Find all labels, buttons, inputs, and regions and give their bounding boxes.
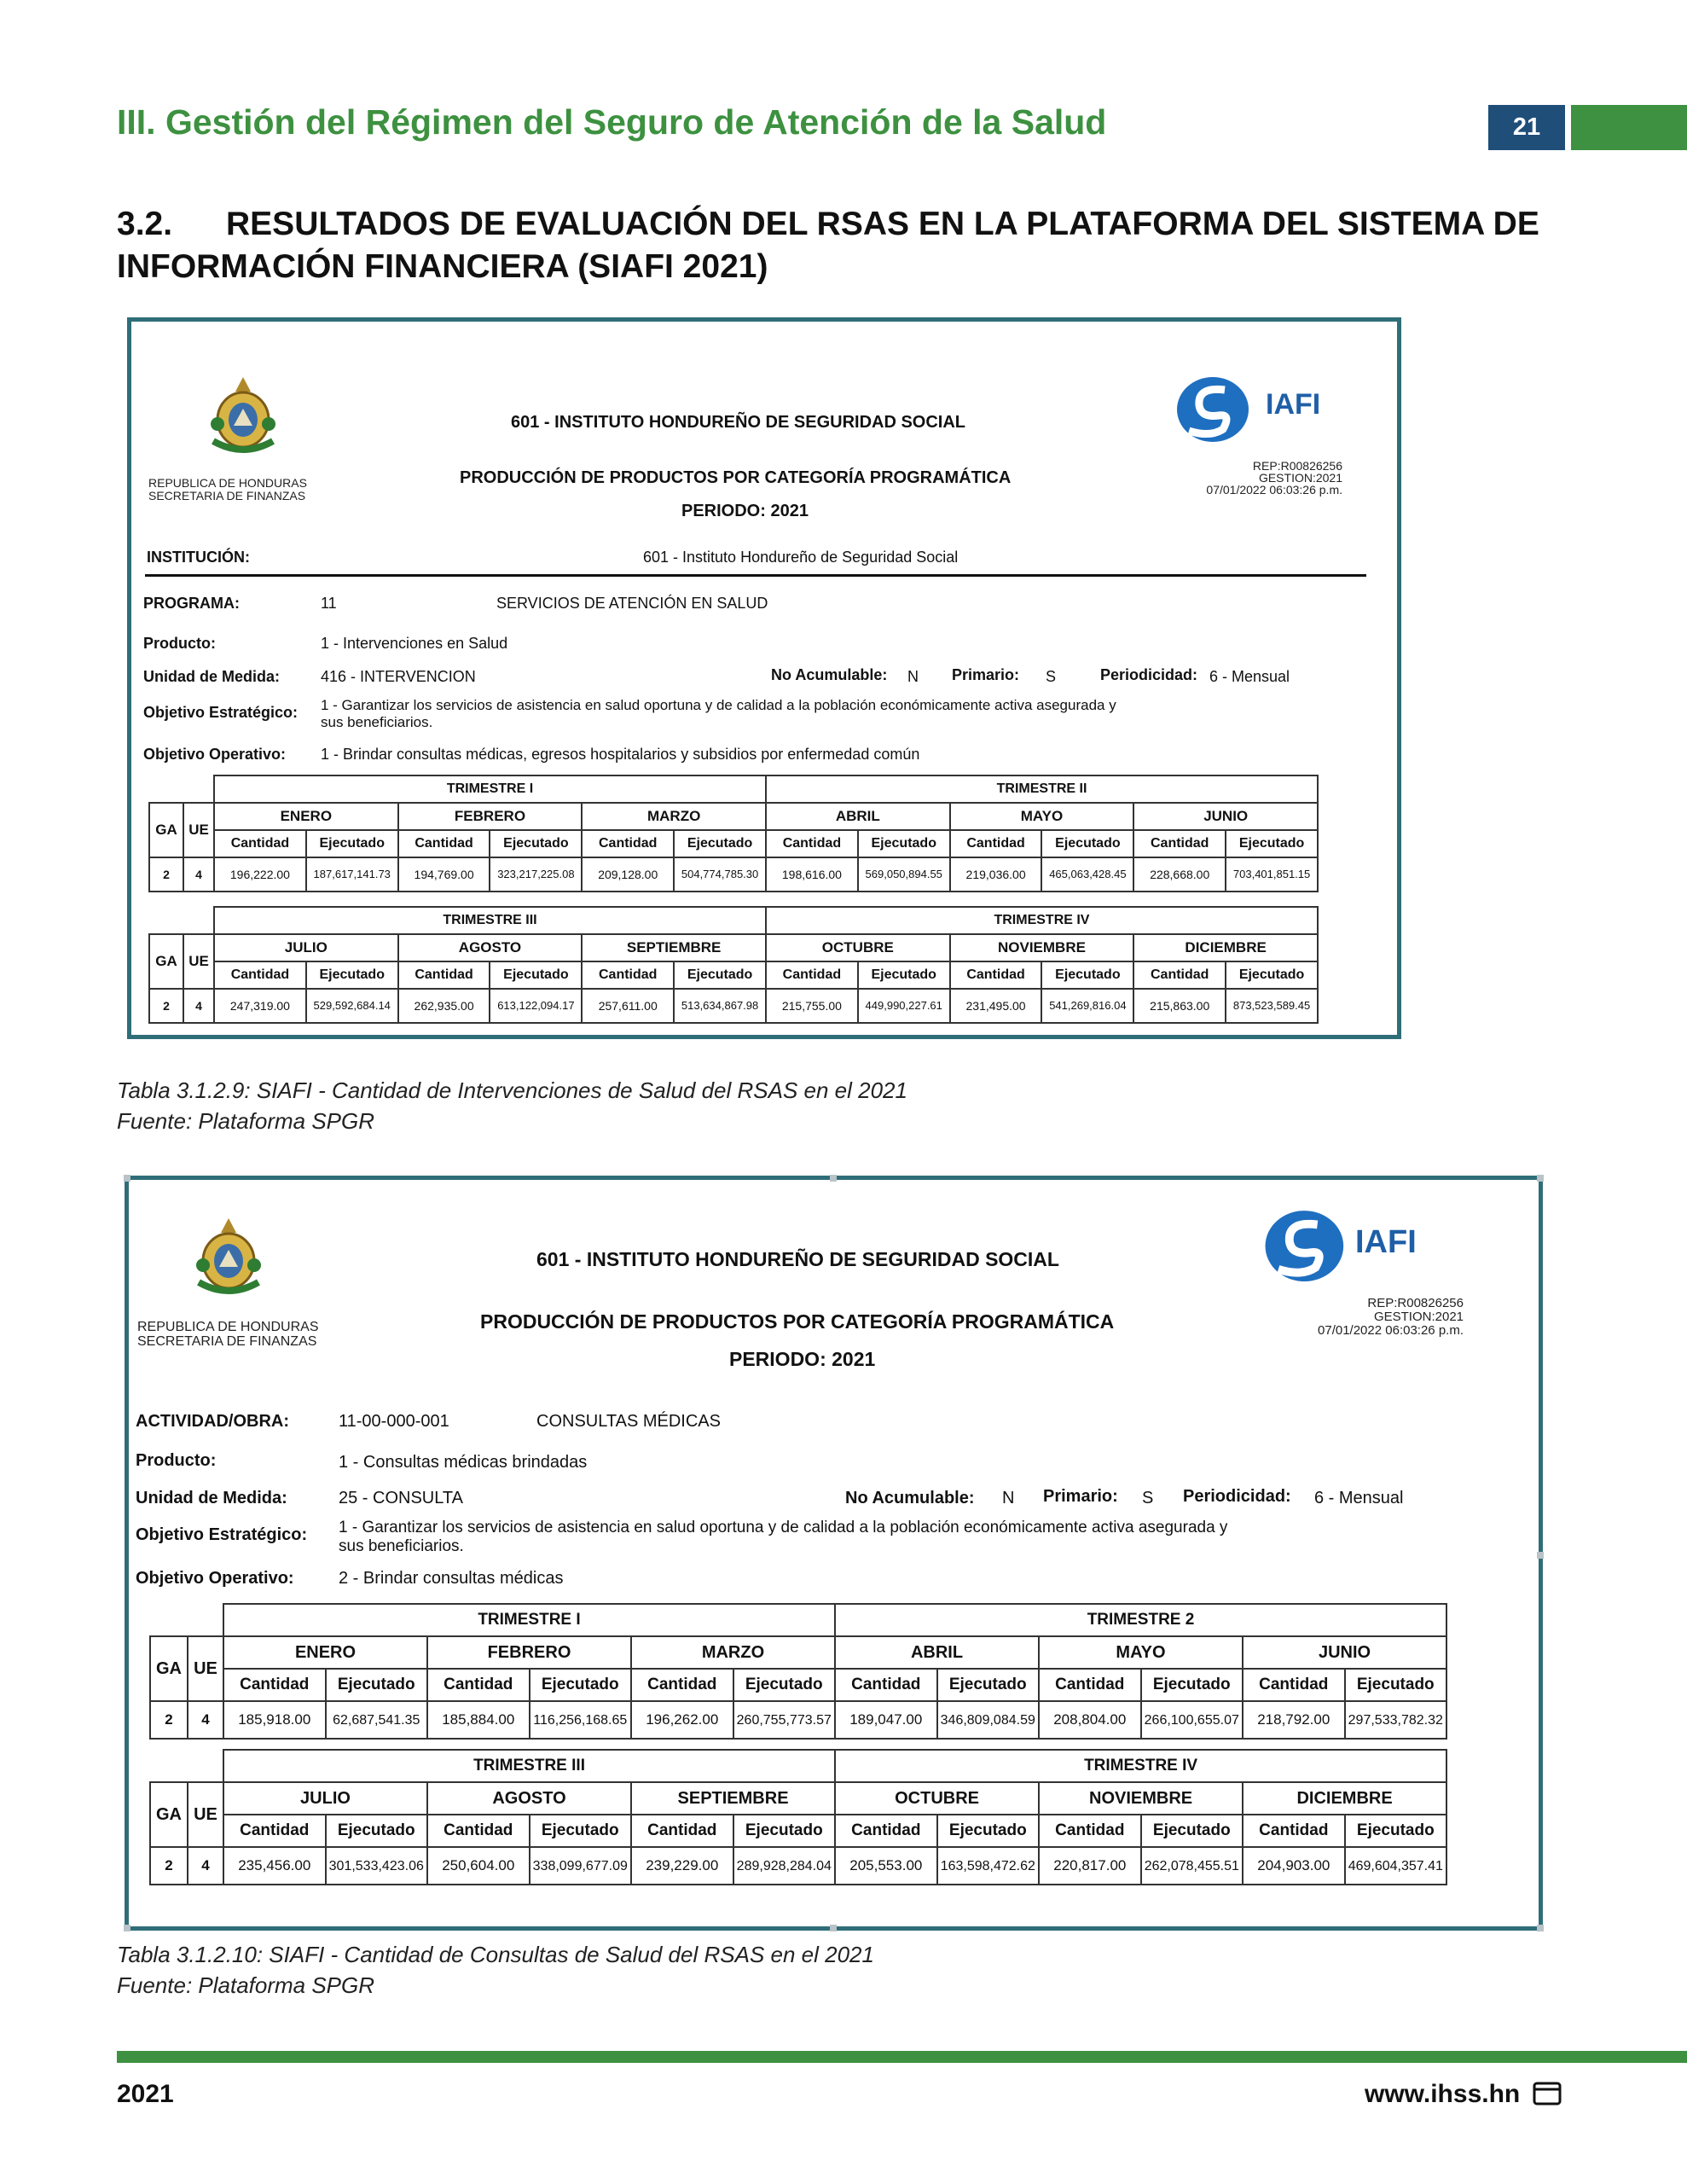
cantidad-header: Cantidad [1243,1669,1345,1701]
cantidad-value: 204,903.00 [1243,1847,1345,1885]
ejecutado-value: 346,809,084.59 [937,1701,1040,1739]
cantidad-header: Cantidad [950,830,1042,857]
objetivo-estrategico-line1: 1 - Garantizar los servicios de asistencia en salud oportuna y de calidad a la población económicamente activa asegurada y [321,697,1116,713]
cantidad-header: Cantidad [631,1669,733,1701]
ejecutado-value: 163,598,472.62 [937,1847,1040,1885]
header-accent-bar [1571,105,1687,150]
cantidad-value: 208,804.00 [1039,1701,1141,1739]
ejecutado-header: Ejecutado [1141,1669,1244,1701]
ejecutado-header: Ejecutado [1226,830,1318,857]
ue-value: 4 [183,857,214,892]
caption-title: Tabla 3.1.2.10: SIAFI - Cantidad de Consultas de Salud del RSAS en el 2021 [117,1942,874,1967]
resize-handle[interactable] [1537,1552,1544,1559]
month-header: JUNIO [1133,803,1318,830]
ejecutado-header: Ejecutado [1345,1815,1447,1847]
ga-header: GA [150,1782,188,1847]
cantidad-header: Cantidad [1243,1815,1345,1847]
ejecutado-value: 116,256,168.65 [530,1701,632,1739]
month-header: NOVIEMBRE [1039,1782,1243,1815]
resize-handle[interactable] [124,1175,130,1182]
ga-header: GA [149,803,183,857]
primario-value: S [1046,668,1057,685]
gov-name-line1: REPUBLICA DE HONDURAS [137,1320,319,1334]
heading-number: 3.2. [117,206,173,242]
trimester-header: TRIMESTRE III [214,907,766,934]
ejecutado-value: 323,217,225.08 [490,857,582,892]
month-header: ABRIL [766,803,950,830]
report-period: PERIODO: 2021 [729,1348,876,1370]
gov-name-line1: REPUBLICA DE HONDURAS [148,476,307,490]
ejecutado-header: Ejecutado [306,830,398,857]
cantidad-value: 235,456.00 [223,1847,326,1885]
ejecutado-header: Ejecutado [733,1669,836,1701]
trimester-header: TRIMESTRE 2 [835,1604,1446,1636]
cantidad-value: 209,128.00 [582,857,674,892]
ejecutado-header: Ejecutado [1226,961,1318,989]
ga-value: 2 [150,1701,188,1739]
ejecutado-header: Ejecutado [1041,961,1133,989]
trimester-header: TRIMESTRE II [766,775,1318,803]
month-header: ENERO [223,1636,427,1669]
gov-name-line2: SECRETARIA DE FINANZAS [137,1334,317,1349]
periodicidad-label: Periodicidad: [1183,1487,1291,1506]
programa-value: SERVICIOS DE ATENCIÓN EN SALUD [496,595,768,612]
cantidad-header: Cantidad [835,1669,937,1701]
month-header: SEPTIEMBRE [582,934,766,961]
ejecutado-value: 262,078,455.51 [1141,1847,1244,1885]
primario-value: S [1142,1489,1154,1507]
ue-value: 4 [188,1701,223,1739]
trimester-header: TRIMESTRE I [223,1604,835,1636]
objetivo-operativo-label: Objetivo Operativo: [136,1569,294,1588]
ejecutado-value: 449,990,227.61 [858,989,950,1023]
month-header: AGOSTO [398,934,583,961]
ga-value: 2 [149,989,183,1023]
cantidad-header: Cantidad [398,830,490,857]
month-header: ENERO [214,803,398,830]
month-header: JULIO [223,1782,427,1815]
unidad-value: 416 - INTERVENCION [321,668,476,685]
cantidad-header: Cantidad [950,961,1042,989]
ejecutado-header: Ejecutado [490,830,582,857]
unidad-value: 25 - CONSULTA [339,1489,463,1507]
ejecutado-header: Ejecutado [858,961,950,989]
page-number-badge: 21 [1488,105,1565,150]
cantidad-header: Cantidad [766,961,858,989]
ejecutado-value: 873,523,589.45 [1226,989,1318,1023]
ejecutado-value: 513,634,867.98 [674,989,766,1023]
periodicidad-value: 6 - Mensual [1314,1489,1404,1507]
actividad-value: CONSULTAS MÉDICAS [536,1412,721,1431]
ejecutado-header: Ejecutado [1041,830,1133,857]
ejecutado-header: Ejecutado [733,1815,836,1847]
footer-year: 2021 [117,2080,174,2108]
ejecutado-header: Ejecutado [674,830,766,857]
producto-value: 1 - Consultas médicas brindadas [339,1453,588,1472]
ejecutado-header: Ejecutado [530,1669,632,1701]
periodicidad-label: Periodicidad: [1100,666,1198,683]
blank-cell [149,775,214,803]
month-header: SEPTIEMBRE [631,1782,835,1815]
month-header: DICIEMBRE [1133,934,1318,961]
data-table [148,906,1319,1024]
cantidad-header: Cantidad [398,961,490,989]
cantidad-header: Cantidad [766,830,858,857]
month-header: JULIO [214,934,398,961]
ue-header: UE [188,1782,223,1847]
cantidad-header: Cantidad [1133,961,1226,989]
no-acumulable-value: N [1002,1489,1015,1507]
coat-of-arms-icon [196,373,290,458]
cantidad-header: Cantidad [631,1815,733,1847]
table-caption-1 [117,1075,907,1136]
trimester-header: TRIMESTRE III [223,1750,835,1782]
ejecutado-value: 289,928,284.04 [733,1847,836,1885]
ejecutado-value: 613,122,094.17 [490,989,582,1023]
ejecutado-value: 529,592,684.14 [306,989,398,1023]
cantidad-header: Cantidad [1039,1669,1141,1701]
objetivo-operativo-value: 1 - Brindar consultas médicas, egresos hospitalarios y subsidios por enfermedad común [321,746,920,763]
ejecutado-header: Ejecutado [326,1669,428,1701]
objetivo-estrategico-line1: 1 - Garantizar los servicios de asistencia en salud oportuna y de calidad a la población económicamente activa asegurada y [339,1519,1228,1536]
report-period: PERIODO: 2021 [681,502,809,520]
ejecutado-value: 260,755,773.57 [733,1701,836,1739]
blank-cell [149,907,214,934]
ejecutado-value: 465,063,428.45 [1041,857,1133,892]
cantidad-value: 257,611.00 [582,989,674,1023]
report-subtitle: PRODUCCIÓN DE PRODUCTOS POR CATEGORÍA PROGRAMÁTICA [480,1310,1115,1333]
ejecutado-header: Ejecutado [1345,1669,1447,1701]
report-institute: 601 - INSTITUTO HONDUREÑO DE SEGURIDAD SOCIAL [511,413,966,432]
no-acumulable-label: No Acumulable: [771,666,888,683]
cantidad-value: 218,792.00 [1243,1701,1345,1739]
ejecutado-value: 338,099,677.09 [530,1847,632,1885]
cantidad-header: Cantidad [1133,830,1226,857]
ejecutado-value: 569,050,894.55 [858,857,950,892]
section-title: III. Gestión del Régimen del Seguro de Atención de la Salud [117,102,1107,142]
ga-value: 2 [149,857,183,892]
objetivo-estrategico-label: Objetivo Estratégico: [143,704,299,721]
footer-website-link[interactable] [1365,2080,1562,2109]
cantidad-value: 215,755.00 [766,989,858,1023]
trimester-header: TRIMESTRE IV [766,907,1318,934]
cantidad-value: 220,817.00 [1039,1847,1141,1885]
producto-value: 1 - Intervenciones en Salud [321,635,508,652]
table-caption-2 [117,1939,874,2001]
actividad-code: 11-00-000-001 [339,1412,449,1431]
cantidad-header: Cantidad [223,1815,326,1847]
divider-line [145,574,1366,577]
footer-url-text: www.ihss.hn [1365,2080,1521,2108]
ejecutado-header: Ejecutado [490,961,582,989]
ue-value: 4 [188,1847,223,1885]
ue-header: UE [188,1636,223,1701]
rep-datetime: 07/01/2022 06:03:26 p.m. [1206,483,1342,497]
month-header: NOVIEMBRE [950,934,1134,961]
ejecutado-value: 469,604,357.41 [1345,1847,1447,1885]
institucion-value: 601 - Instituto Hondureño de Seguridad Social [643,549,959,566]
cantidad-value: 194,769.00 [398,857,490,892]
no-acumulable-value: N [907,668,919,685]
objetivo-estrategico-label: Objetivo Estratégico: [136,1525,308,1544]
cantidad-value: 247,319.00 [214,989,306,1023]
cantidad-value: 198,616.00 [766,857,858,892]
cantidad-header: Cantidad [427,1815,530,1847]
blank-cell [150,1750,223,1782]
objetivo-operativo-label: Objetivo Operativo: [143,746,287,763]
ejecutado-value: 541,269,816.04 [1041,989,1133,1023]
ejecutado-header: Ejecutado [326,1815,428,1847]
programa-label: PROGRAMA: [143,595,240,612]
ue-header: UE [183,803,214,857]
producto-label: Producto: [136,1451,217,1470]
no-acumulable-label: No Acumulable: [845,1489,975,1507]
blank-cell [150,1604,223,1636]
institucion-label: INSTITUCIÓN: [147,549,250,566]
cantidad-header: Cantidad [214,830,306,857]
periodicidad-value: 6 - Mensual [1209,668,1290,685]
ejecutado-header: Ejecutado [858,830,950,857]
resize-handle[interactable] [830,1925,837,1931]
cantidad-value: 239,229.00 [631,1847,733,1885]
ejecutado-header: Ejecutado [1141,1815,1244,1847]
siafi-logo-icon [1260,1204,1362,1298]
primario-label: Primario: [1043,1487,1118,1506]
resize-handle[interactable] [1537,1175,1544,1182]
actividad-label: ACTIVIDAD/OBRA: [136,1412,289,1431]
heading-text: RESULTADOS DE EVALUACIÓN DEL RSAS EN LA PLATAFORMA DEL SISTEMA DE INFORMACIÓN FINANCIERA (SIAFI 2021) [117,206,1539,285]
month-header: MAYO [950,803,1134,830]
ejecutado-value: 297,533,782.32 [1345,1701,1447,1739]
section-heading [117,203,1584,288]
cantidad-value: 196,262.00 [631,1701,733,1739]
trimester-header: TRIMESTRE I [214,775,766,803]
rep-datetime: 07/01/2022 06:03:26 p.m. [1318,1323,1464,1338]
cantidad-value: 215,863.00 [1133,989,1226,1023]
ejecutado-value: 301,533,423.06 [326,1847,428,1885]
ue-value: 4 [183,989,214,1023]
ejecutado-value: 187,617,141.73 [306,857,398,892]
siafi-logo-icon [1172,371,1266,456]
objetivo-estrategico-line2: sus beneficiarios. [339,1537,464,1555]
cantidad-header: Cantidad [582,961,674,989]
month-header: FEBRERO [398,803,583,830]
unidad-label: Unidad de Medida: [136,1489,287,1507]
caption-title: Tabla 3.1.2.9: SIAFI - Cantidad de Intervenciones de Salud del RSAS en el 2021 [117,1077,907,1103]
ue-header: UE [183,934,214,989]
ejecutado-value: 703,401,851.15 [1226,857,1318,892]
cantidad-header: Cantidad [582,830,674,857]
cantidad-value: 205,553.00 [835,1847,937,1885]
objetivo-operativo-value: 2 - Brindar consultas médicas [339,1569,564,1588]
ejecutado-header: Ejecutado [306,961,398,989]
ejecutado-value: 62,687,541.35 [326,1701,428,1739]
ga-value: 2 [150,1847,188,1885]
cantidad-value: 228,668.00 [1133,857,1226,892]
month-header: JUNIO [1243,1636,1446,1669]
primario-label: Primario: [952,666,1020,683]
coat-of-arms-icon [182,1210,275,1304]
cantidad-value: 189,047.00 [835,1701,937,1739]
data-table [148,775,1319,892]
cantidad-header: Cantidad [223,1669,326,1701]
resize-handle[interactable] [1537,1925,1544,1931]
cantidad-value: 250,604.00 [427,1847,530,1885]
cantidad-value: 231,495.00 [950,989,1042,1023]
cantidad-value: 196,222.00 [214,857,306,892]
cantidad-header: Cantidad [427,1669,530,1701]
data-table [149,1749,1447,1885]
data-table [149,1603,1447,1740]
siafi-logo-text: IAFI [1355,1224,1417,1260]
trimester-header: TRIMESTRE IV [835,1750,1446,1782]
ejecutado-header: Ejecutado [937,1815,1040,1847]
month-header: MARZO [582,803,766,830]
producto-label: Producto: [143,635,216,652]
report-frame-1 [127,317,1401,1039]
cantidad-value: 262,935.00 [398,989,490,1023]
month-header: OCTUBRE [766,934,950,961]
siafi-logo-text: IAFI [1266,388,1321,421]
cantidad-value: 219,036.00 [950,857,1042,892]
cantidad-header: Cantidad [214,961,306,989]
month-header: FEBRERO [427,1636,631,1669]
rep-code: REP:R00826256 [1252,459,1342,473]
ejecutado-value: 504,774,785.30 [674,857,766,892]
rep-gestion: GESTION:2021 [1373,1310,1464,1324]
resize-handle[interactable] [830,1175,837,1182]
month-header: MARZO [631,1636,835,1669]
month-header: AGOSTO [427,1782,631,1815]
rep-gestion: GESTION:2021 [1258,471,1342,485]
ejecutado-header: Ejecutado [937,1669,1040,1701]
caption-source: Fuente: Plataforma SPGR [117,1108,375,1134]
rep-code: REP:R00826256 [1367,1296,1464,1310]
cantidad-header: Cantidad [1039,1815,1141,1847]
ga-header: GA [150,1636,188,1701]
cantidad-value: 185,884.00 [427,1701,530,1739]
resize-handle[interactable] [124,1925,130,1931]
cantidad-header: Cantidad [835,1815,937,1847]
cantidad-value: 185,918.00 [223,1701,326,1739]
unidad-label: Unidad de Medida: [143,668,281,685]
caption-source: Fuente: Plataforma SPGR [117,1972,375,1998]
programa-code: 11 [321,595,337,612]
ga-header: GA [149,934,183,989]
ejecutado-header: Ejecutado [530,1815,632,1847]
report-frame-2 [125,1176,1543,1931]
report-subtitle: PRODUCCIÓN DE PRODUCTOS POR CATEGORÍA PROGRAMÁTICA [460,468,1012,487]
ejecutado-value: 266,100,655.07 [1141,1701,1244,1739]
month-header: DICIEMBRE [1243,1782,1446,1815]
gov-name-line2: SECRETARIA DE FINANZAS [148,489,306,502]
footer-bar [117,2051,1687,2063]
ejecutado-header: Ejecutado [674,961,766,989]
month-header: ABRIL [835,1636,1039,1669]
objetivo-estrategico-line2: sus beneficiarios. [321,714,433,730]
browser-window-icon [1533,2082,1562,2106]
month-header: MAYO [1039,1636,1243,1669]
report-institute: 601 - INSTITUTO HONDUREÑO DE SEGURIDAD SOCIAL [536,1248,1059,1270]
month-header: OCTUBRE [835,1782,1039,1815]
